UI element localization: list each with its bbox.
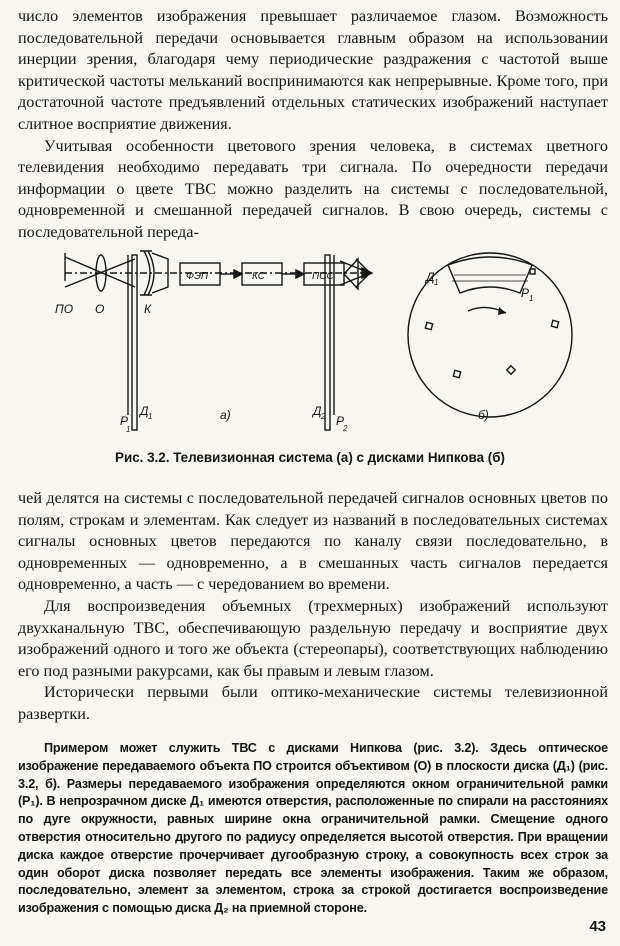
small-print-block xyxy=(18,740,608,918)
label-d1: Д xyxy=(140,404,149,418)
paragraph: Учитывая особенности цветового зрения человека, в системах цветного телевидения необходимо передавать три сигнала. По очередности передачи информации о цвете ТВС можно разделить на системы с последовательной, одновременной и смешанной передачей сигналов. В свою очередь, системы с последовательной переда- xyxy=(18,136,608,241)
label-d2: Д xyxy=(313,404,322,418)
paragraph: Исторически первыми были оптико-механические системы телевизионной развертки. xyxy=(18,683,608,723)
label-b-d1: Д xyxy=(426,270,435,284)
figure-3-2 xyxy=(40,235,600,435)
figure-a-labels xyxy=(55,271,348,434)
figure-caption: Рис. 3.2. Телевизионная система (а) с дисками Нипкова (б) xyxy=(115,450,505,465)
label-part-a: а) xyxy=(220,408,231,422)
label-d2-sub: 2 xyxy=(321,412,326,421)
text-block-middle xyxy=(18,488,608,726)
disk-d1 xyxy=(132,255,137,430)
small-paragraph: Примером может служить ТВС с дисками Нипкова (рис. 3.2). Здесь оптическое изображение передаваемого объекта ПО строится объективом (О) в плоскости диска (Д₁) (рис. 3.2, б). Размеры передаваемого изображения определяются окном ограничительной рамки (Р₁). В непрозрачном диске Д₁ имеются отверстия, расположенные по спирали на расстояниях по дуге окружности, равных ширине окна ограничительной рамки. Смещение одного отверстия относительно другого по радиусу определяется высотой отверстия. При вращении диска каждое отверстие прочерчивает дугообразную строку, а совокупность всех строк за один оборот диска позволяет передать все элементы изображения. Таким же образом, последовательно, элемент за элементом, строка за строкой достигается воспроизведение изображения с помощью диска Д₂ на приемной стороне. xyxy=(18,741,608,916)
label-o: О xyxy=(95,302,105,316)
label-b-p1: Р xyxy=(521,286,530,300)
label-b-p1-sub: 1 xyxy=(529,294,534,303)
paragraph: число элементов изображения превышает различаемое глазом. Возможность последовательной передачи основывается главным образом на использовании инерции зрения, благодаря чему периодические раздражения с частотой выше критической частоты мельканий воспринимаются как непрерывные. Кроме того, при достаточной частоте предъявлений отдельных статических изображений наступает слитное восприятие движения. xyxy=(18,7,608,133)
text-block-top xyxy=(18,6,608,244)
label-k: К xyxy=(144,302,152,316)
label-d1-sub: 1 xyxy=(148,412,153,421)
label-part-b: б) xyxy=(478,408,489,422)
label-pss: ПСС xyxy=(312,271,334,282)
figure-b-labels xyxy=(424,270,533,422)
label-p2-sub: 2 xyxy=(343,424,348,433)
label-po: ПО xyxy=(55,302,74,316)
label-p1: Р xyxy=(120,414,129,428)
label-p1-sub: 1 xyxy=(126,425,131,434)
page-number: 43 xyxy=(589,918,606,935)
label-p2: Р xyxy=(336,414,345,428)
label-ks: КС xyxy=(252,271,266,282)
label-b-d1-sub: 1 xyxy=(434,278,439,287)
paragraph: Для воспроизведения объемных (трехмерных) изображений используют двухканальную ТВС, обеспечивающую раздельную передачу и восприятие двух изображений одного и того же объекта (стереопары), соответствующих наблюдению его под разными ракурсами, как бы правым и левым глазом. xyxy=(18,596,608,680)
paragraph: чей делятся на системы с последовательной передачей сигналов основных цветов по полям, строкам и элементам. Как следует из названий в последовательных системах сигналы основных цветов передаются по каналу связи последовательно, в одновременных — одновременно, а в смешанных часть сигналов передается одновременно, а часть — с чередованием во времени. xyxy=(18,489,608,594)
label-fep: ФЭП xyxy=(186,271,209,282)
